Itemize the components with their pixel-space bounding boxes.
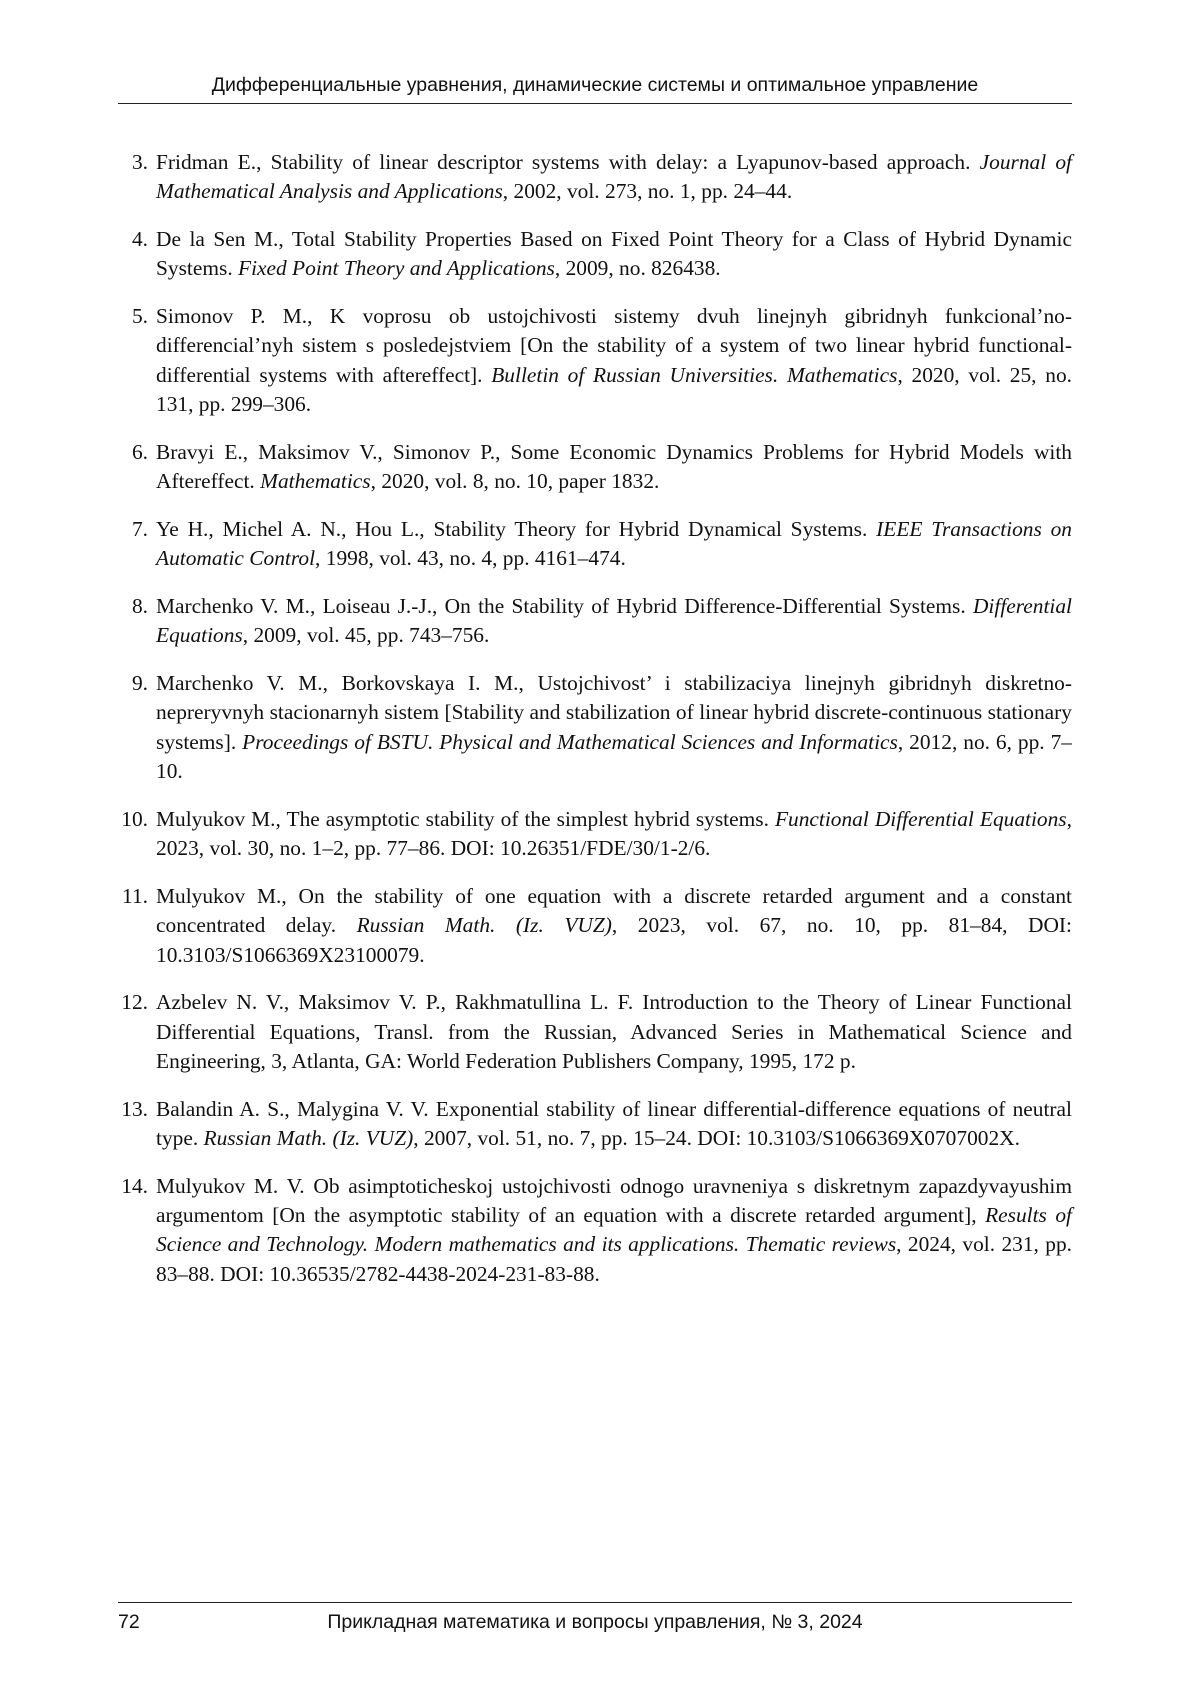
reference-number: 13. bbox=[112, 1095, 148, 1124]
reference-number: 10. bbox=[112, 805, 148, 834]
reference-segment: Marchenko V. M., Loiseau J.-J., On the Stability of Hybrid Difference-Differential Systems. bbox=[156, 594, 973, 618]
reference-source-title: IEEE Transactions on Automatic Control bbox=[156, 517, 1072, 570]
reference-text bbox=[156, 990, 1072, 1073]
reference-text bbox=[156, 671, 1072, 783]
reference-text bbox=[156, 807, 1072, 860]
reference-segment: , 2012, no. 6, pp. 7–10. bbox=[156, 730, 1072, 783]
reference-source-title: Bulletin of Russian Universities. Mathematics bbox=[491, 363, 897, 387]
reference-source-title: Mathematics bbox=[260, 469, 371, 493]
reference-number: 4. bbox=[118, 225, 148, 254]
reference-number: 6. bbox=[118, 438, 148, 467]
reference-segment: , 2007, vol. 51, no. 7, pp. 15–24. DOI: 10.3103/S1066369X0707002X. bbox=[413, 1126, 1020, 1150]
reference-segment: Balandin A. S., Malygina V. V. Exponential stability of linear differential-difference equations of neutral type. bbox=[156, 1097, 1072, 1150]
reference-number: 8. bbox=[118, 592, 148, 621]
reference-segment: Azbelev N. V., Maksimov V. P., Rakhmatullina L. F. Introduction to the Theory of Linear Functional Differential Equations, Transl. from the Russian, Advanced Series in Mathematical Science and Engineering, 3, Atlanta, GA: World Federation Publishers Company, 1995, 172 p. bbox=[156, 990, 1072, 1073]
reference-segment: Bravyi E., Maksimov V., Simonov P., Some Economic Dynamics Problems for Hybrid Models with Aftereffect. bbox=[156, 440, 1072, 493]
reference-segment: , 2020, vol. 8, no. 10, paper 1832. bbox=[371, 469, 660, 493]
reference-segment: , 2023, vol. 30, no. 1–2, pp. 77–86. DOI: 10.26351/FDE/30/1-2/6. bbox=[156, 807, 1072, 860]
reference-item bbox=[118, 882, 1072, 970]
reference-item bbox=[118, 805, 1072, 864]
reference-item bbox=[118, 988, 1072, 1076]
reference-item bbox=[118, 302, 1072, 419]
reference-source-title: Russian Math. (Iz. VUZ) bbox=[204, 1126, 414, 1150]
reference-number: 14. bbox=[112, 1172, 148, 1201]
reference-segment: , 2023, vol. 67, no. 10, pp. 81–84, DOI: 10.3103/S1066369X23100079. bbox=[156, 913, 1072, 966]
reference-item bbox=[118, 225, 1072, 284]
reference-list bbox=[118, 148, 1072, 1308]
reference-text bbox=[156, 594, 1072, 647]
reference-number: 9. bbox=[118, 669, 148, 698]
reference-segment: Ye H., Michel A. N., Hou L., Stability Theory for Hybrid Dynamical Systems. bbox=[156, 517, 876, 541]
header-title: Дифференциальные уравнения, динамические системы и оптимальное управление bbox=[118, 74, 1072, 97]
running-footer bbox=[118, 1602, 1072, 1642]
reference-segment: , 2024, vol. 231, pp. 83–88. DOI: 10.36535/2782-4438-2024-231-83-88. bbox=[156, 1232, 1072, 1285]
reference-number: 12. bbox=[112, 988, 148, 1017]
reference-item bbox=[118, 669, 1072, 786]
reference-item bbox=[118, 438, 1072, 497]
reference-segment: , 2002, vol. 273, no. 1, pp. 24–44. bbox=[503, 179, 792, 203]
reference-text bbox=[156, 1097, 1072, 1150]
reference-number: 11. bbox=[112, 882, 148, 911]
reference-item bbox=[118, 592, 1072, 651]
reference-text bbox=[156, 440, 1072, 493]
reference-segment: De la Sen M., Total Stability Properties Based on Fixed Point Theory for a Class of Hybrid Dynamic Systems. bbox=[156, 227, 1072, 280]
document-page bbox=[0, 0, 1200, 1697]
reference-segment: Marchenko V. M., Borkovskaya I. M., Ustojchivost’ i stabilizaciya linejnyh gibridnyh diskretno-nepreryvnyh stacionarnyh sistem [Stability and stabilization of linear hybrid discrete-continuous stationary systems]. bbox=[156, 671, 1072, 754]
page-number: 72 bbox=[118, 1611, 140, 1634]
reference-source-title: Fixed Point Theory and Applications bbox=[238, 256, 555, 280]
footer-journal-title: Прикладная математика и вопросы управления, № 3, 2024 bbox=[118, 1611, 1072, 1634]
reference-segment: Fridman E., Stability of linear descriptor systems with delay: a Lyapunov-based approach. bbox=[156, 150, 980, 174]
reference-text bbox=[156, 150, 1072, 203]
reference-segment: , 2020, vol. 25, no. 131, pp. 299–306. bbox=[156, 363, 1072, 416]
reference-segment: , 2009, no. 826438. bbox=[555, 256, 721, 280]
reference-text bbox=[156, 517, 1072, 570]
reference-source-title: Journal of Mathematical Analysis and Applications bbox=[156, 150, 1072, 203]
reference-segment: Mulyukov M., On the stability of one equation with a discrete retarded argument and a constant concentrated delay. bbox=[156, 884, 1072, 937]
reference-segment: Mulyukov M. V. Ob asimptoticheskoj ustojchivosti odnogo uravneniya s diskretnym zapazdyvayushim argumentom [On the asymptotic stability of an equation with a discrete retarded argument], bbox=[156, 1174, 1072, 1227]
reference-item bbox=[118, 1095, 1072, 1154]
reference-source-title: Differential Equations bbox=[156, 594, 1072, 647]
reference-source-title: Proceedings of BSTU. Physical and Mathematical Sciences and Informatics bbox=[242, 730, 898, 754]
reference-number: 5. bbox=[118, 302, 148, 331]
running-header bbox=[118, 70, 1072, 104]
reference-item bbox=[118, 1172, 1072, 1289]
reference-number: 3. bbox=[118, 148, 148, 177]
reference-text bbox=[156, 884, 1072, 967]
reference-text bbox=[156, 1174, 1072, 1286]
reference-item bbox=[118, 148, 1072, 207]
reference-segment: Simonov P. M., K voprosu ob ustojchivosti sistemy dvuh linejnyh gibridnyh funkcional’no-differencial’nyh sistem s posledejstviem [On the stability of a system of two linear hybrid functional-differential systems with aftereffect]. bbox=[156, 304, 1072, 387]
reference-segment: , 1998, vol. 43, no. 4, pp. 4161–474. bbox=[315, 546, 626, 570]
reference-text bbox=[156, 304, 1072, 416]
reference-segment: , 2009, vol. 45, pp. 743–756. bbox=[243, 623, 490, 647]
reference-text bbox=[156, 227, 1072, 280]
reference-item bbox=[118, 515, 1072, 574]
reference-source-title: Russian Math. (Iz. VUZ) bbox=[357, 913, 612, 937]
reference-number: 7. bbox=[118, 515, 148, 544]
reference-source-title: Functional Differential Equations bbox=[775, 807, 1067, 831]
reference-source-title: Results of Science and Technology. Modern mathematics and its applications. Thematic reviews bbox=[156, 1203, 1072, 1256]
reference-segment: Mulyukov M., The asymptotic stability of the simplest hybrid systems. bbox=[156, 807, 775, 831]
